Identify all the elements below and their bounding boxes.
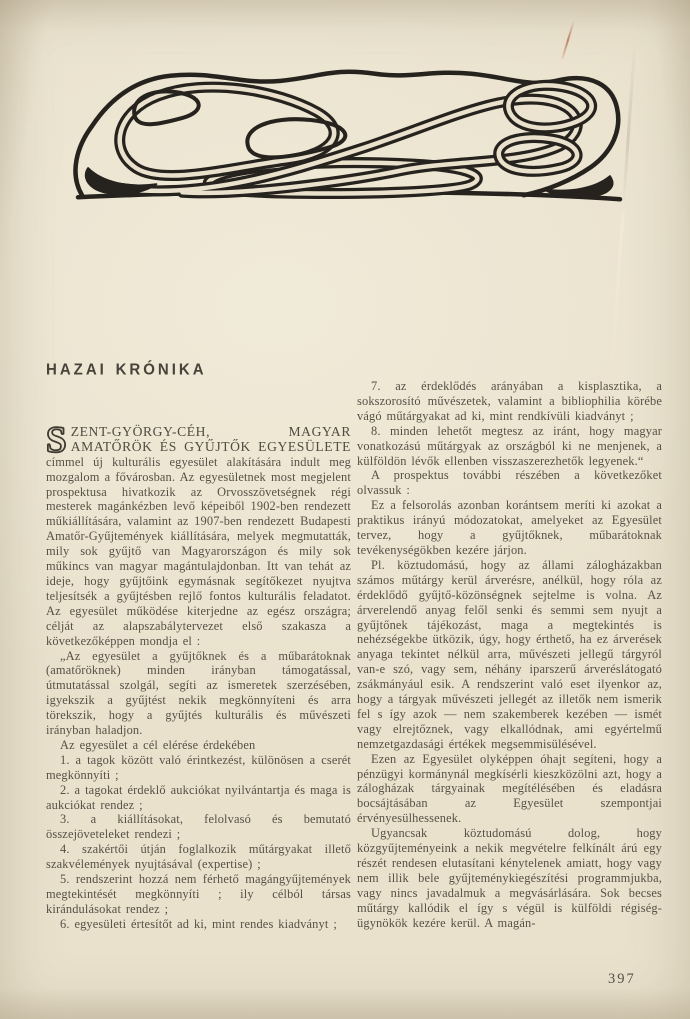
ornament-drawing bbox=[72, 55, 624, 207]
paragraph: „Az egyesület a gyűjtőknek és a műbarátoknak (amatőröknek) minden irányban támogatással, útmutatással szolgál, segíti az ismeretek szerzésében, igyekszik a gyűjtést nekik megkönnyíteni és arra törekszik, hogy a gyűjtés kulturális és művészeti irányban haladjon. bbox=[46, 648, 351, 738]
paper-scratch-mark bbox=[561, 21, 575, 60]
page-number: 397 bbox=[608, 971, 636, 987]
section-title: HAZAI KRÓNIKA bbox=[46, 360, 207, 379]
right-column bbox=[357, 379, 662, 931]
paragraph: A prospektus további részében a következőket olvassuk : bbox=[357, 468, 662, 498]
paragraph: Ez a felsorolás azonban korántsem meríti ki azokat a praktikus irányú módozatokat, amelyeket az Egyesület tervez, hogy a gyűjtőknek, műbarátoknak tevékenységökben kezére járjon. bbox=[357, 498, 662, 557]
dropcap-initial: S bbox=[46, 419, 67, 461]
list-item-1: 1. a tagok között való érintkezést, különösen a cserét megkönnyíti ; bbox=[46, 752, 351, 782]
list-item-5: 5. rendszerint hozzá nem férhető magángyűjtemények megtekintését megkönnyíti ; ily célból társas kirándulásokat rendez ; bbox=[46, 872, 351, 916]
list-item-2: 2. a tagokat érdeklő aukciókat nyilvántartja és maga is aukciókat rendez ; bbox=[46, 782, 351, 812]
paragraph: Ezen az Egyesület olyképpen óhajt segíteni, hogy a pénzügyi kormánynál megkísérli kieszközölni azt, hogy a zálogházak tárgyainak megítélésében és eladásra bocsájtásában az Egyesület szempontjai érvényesülhessenek. bbox=[357, 751, 662, 826]
paragraph: Az egyesület a cél elérése érdekében bbox=[60, 737, 256, 752]
lead-caps-text: ZENT-GYÖRGY-CÉH, MAGYAR AMATŐRÖK ÉS GYŰJTŐK EGYESÜLETE bbox=[70, 423, 351, 454]
art-nouveau-ornament bbox=[72, 55, 624, 207]
paragraph: Ugyancsak köztudomású dolog, hogy közgyűjteményeink a nekik megvételre felkínált árú egy részét rendesen elutasítani kénytelenek amiatt, hogy vagy nem illik bele gyűjteménykiegészítési programmjukba, vagy nincs javadalmuk a megvásárlására. Sok becses műtárgy kallódik el így s végül is külföldi régiség-ügynökök kezére kerül. A magán- bbox=[357, 826, 662, 930]
list-item-3: 3. a kiállításokat, felolvasó és bemutató összejöveteleket rendezi ; bbox=[46, 812, 351, 842]
lead-rest-text: címmel új kulturális egyesület alakítására indult meg mozgalom a fővárosban. Az egyesületnek most megjelent prospektusa hivatkozik az Orvosszövetségnek régi mesterek magánkézben levő képeiből 1902-ben rendezett műkiállítására, valamint az 1907-ben rendezett Budapesti Amatőr-Gyűjtemények kiállítására, melyek megmutatták, mily sok gyűjtő van Magyarországon és mily sok műkincs van magyar magántulajdonban. Itt van tehát az ideje, hogy gyűjtőink egymásnak segítőkezet nyujtva teljesítsék a gyűjtésben rejlő fontos kulturális feladatot. Az egyesület működése kiterjedne az egész országra; célját az alapszabálytervezet első szakasza a következőképpen mondja el : bbox=[46, 454, 351, 648]
paragraph: Pl. köztudomású, hogy az állami zálogházakban számos műtárgy kerül árverésre, anélkül, hogy róla az érdeklődő gyűjtő-közönségnek sejtelme is volna. Az árverelendő anyag felől senki és semmi sem nyujt a gyűjtőnek tájékozást, maga a megtekintés is nehézségekbe ütközik, úgy, hogy érthető, ha ez árverések anyaga tekintet nélkül arra, művészeti jellegű tárgyról van-e szó, vagy sem, néhány iparszerű árveréslátogató zsákmányául esik. A rendszerint való eset ilyenkor az, hogy a tárgyak művészeti jellegét az illetők nem ismerik fel s így azok — nem szakemberek kezében — ismét vagy elrejtőznek, vagy elkallódnak, ami egyértelmű nemzetgazdasági értékek megsemmisülésével. bbox=[357, 557, 662, 751]
left-column bbox=[46, 360, 351, 932]
list-item-8: 8. minden lehetőt megtesz az iránt, hogy magyar vonatkozású műtárgyak az országból ki ne menjenek, a külföldön lévők ellenben visszaszerezhetők legyenek.“ bbox=[357, 423, 662, 468]
lead-paragraph bbox=[46, 419, 351, 649]
list-item-7: 7. az érdeklődés arányában a kisplasztika, a sokszorosító művészetek, valamint a bibliophilia körébe vágó műtárgyakat ad ki, mint rendkívüli kiadványt ; bbox=[357, 379, 662, 423]
list-item-6: 6. egyesületi értesítőt ad ki, mint rendes kiadványt ; bbox=[60, 916, 337, 931]
list-item-4: 4. szakértői útján foglalkozik műtárgyakat illető szakvélemények nyujtásával (expertise) ; bbox=[46, 842, 351, 872]
